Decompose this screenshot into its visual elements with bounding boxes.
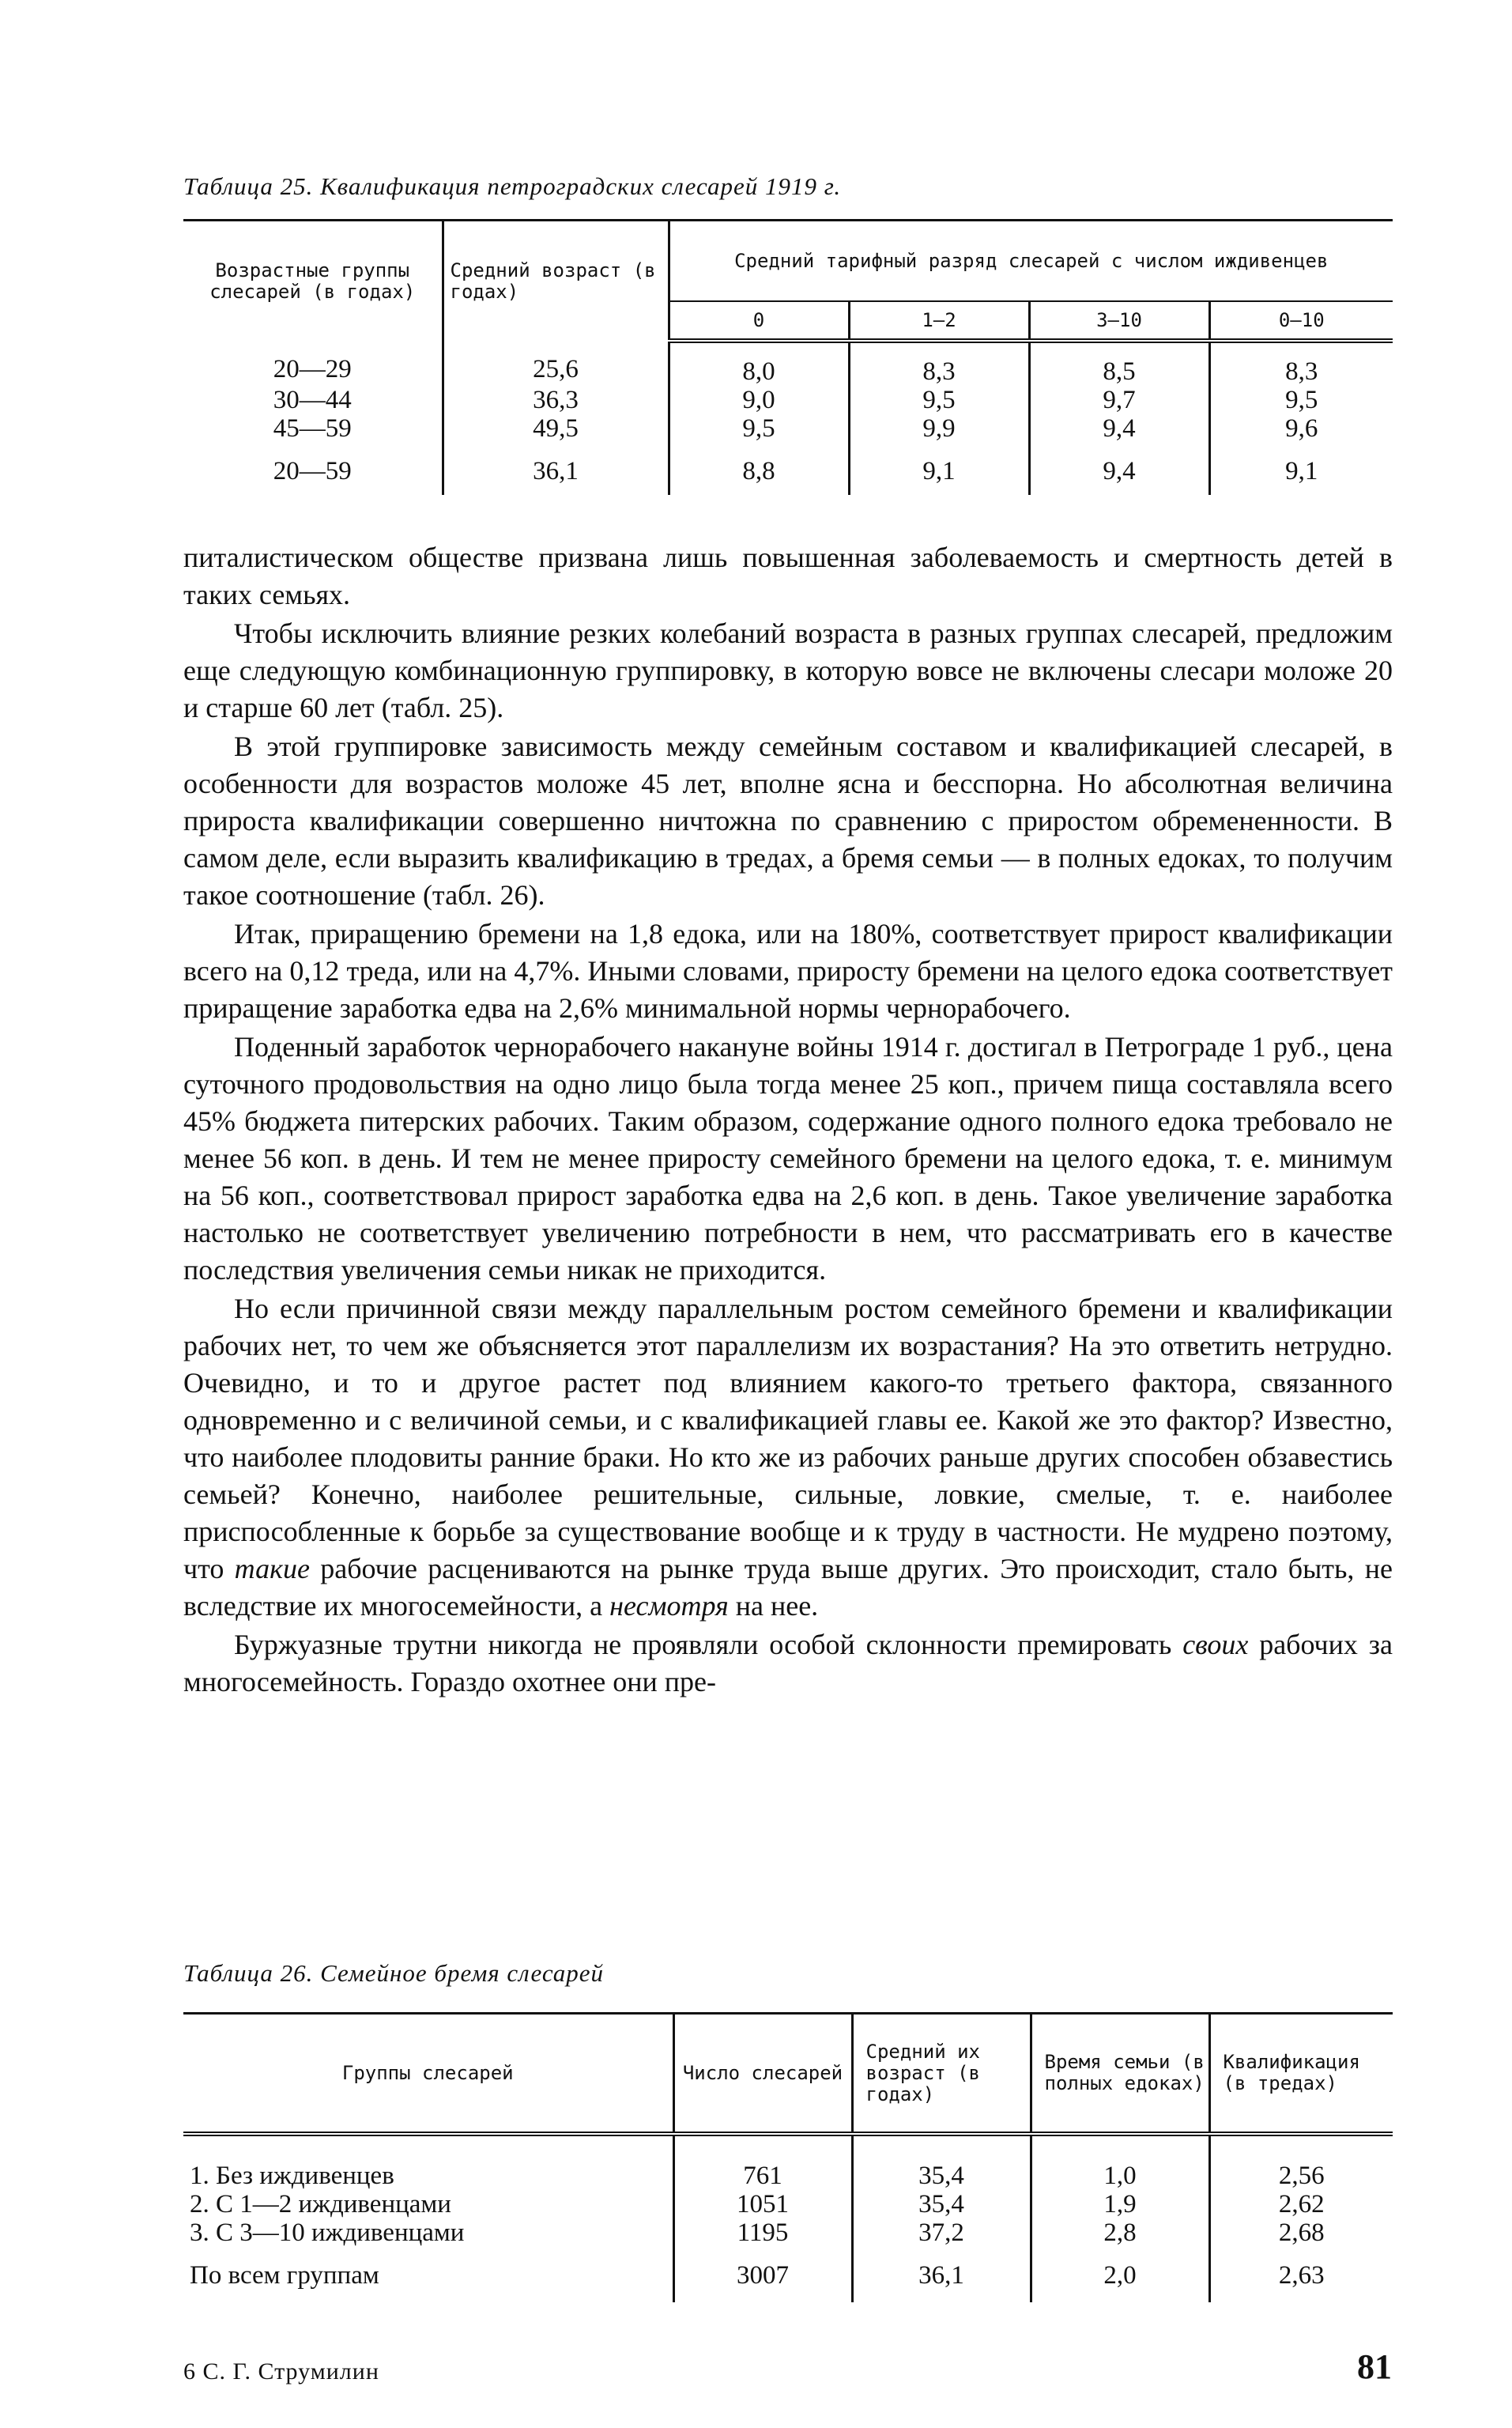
- grade-cell: 9,6: [1209, 414, 1393, 443]
- value-cell: 35,4: [852, 2190, 1031, 2218]
- age-group-cell: 30—44: [273, 386, 352, 414]
- count-header: Число слесарей: [673, 2014, 852, 2135]
- grade-cell: 9,5: [1209, 386, 1393, 414]
- dependents-0-10-header: 0—10: [1209, 301, 1393, 341]
- emphasis: такие: [234, 1553, 310, 1584]
- dependents-1-2-header: 1—2: [849, 301, 1029, 341]
- table-row: [183, 2190, 1393, 2218]
- value-cell: 2,56: [1209, 2134, 1393, 2190]
- table-row: [183, 414, 1393, 443]
- grade-cell: 9,5: [669, 414, 849, 443]
- value-cell: 2,8: [1031, 2218, 1209, 2247]
- avg-age-cell: 25,6: [443, 341, 669, 386]
- avg-age-header: Средний возраст (в годах): [443, 221, 669, 342]
- paragraph: [183, 1626, 1393, 1701]
- paragraph: Итак, приращению бремени на 1,8 едока, или на 180%, соответствует прирост квалификации всего на 0,12 треда, или на 4,7%. Иными словами, приросту бремени на целого едока соответствует приращение заработка едва на 2,6% минимальной нормы чернорабочего.: [183, 918, 1393, 1024]
- text-run: рабочих за многосемейность. Гораздо охотнее они пре-: [183, 1629, 1393, 1697]
- avg-age-header: Средний их возраст (в годах): [852, 2014, 1031, 2135]
- avg-age-cell: 49,5: [443, 414, 669, 443]
- group-label-cell: 1. Без иждивенцев: [190, 2162, 394, 2190]
- paragraph: В этой группировке зависимость между семейным составом и квалификацией слесарей, в особенности для возрастов моложе 45 лет, вполне ясна и бесспорна. Но абсолютная величина прироста квалификации совершенно ничтожна по сравнению с приростом обремененности. В самом деле, если выразить квалификацию в тредах, а бремя семьи — в полных едоках, то получим такое соотношение (табл. 26).: [183, 731, 1393, 911]
- grade-cell: 9,1: [849, 443, 1029, 495]
- text-run: на нее.: [728, 1590, 819, 1622]
- value-cell: 1051: [673, 2190, 852, 2218]
- grade-cell: 8,0: [669, 341, 849, 386]
- table26-caption: Таблица 26. Семейное бремя слесарей: [183, 1959, 605, 1987]
- group-label-cell: По всем группам: [190, 2261, 379, 2290]
- avg-grade-header: Средний тарифный разряд слесарей с числом иждивенцев: [669, 221, 1393, 302]
- avg-age-cell: 36,3: [443, 386, 669, 414]
- table-row: [183, 2247, 1393, 2302]
- grade-cell: 9,4: [1029, 414, 1209, 443]
- group-label-cell: 3. С 3—10 иждивенцами: [190, 2218, 465, 2247]
- value-cell: 2,62: [1209, 2190, 1393, 2218]
- table-row: [183, 443, 1393, 495]
- paragraph: питалистическом обществе призвана лишь повышенная заболеваемость и смертность детей в таких семьях.: [183, 542, 1393, 610]
- age-groups-header: Возрастные группы слесарей (в годах): [183, 221, 443, 342]
- grade-cell: 8,5: [1029, 341, 1209, 386]
- value-cell: 37,2: [852, 2218, 1031, 2247]
- age-group-cell: 45—59: [273, 414, 352, 443]
- grade-cell: 9,4: [1029, 443, 1209, 495]
- value-cell: 1,9: [1031, 2190, 1209, 2218]
- groups-header: Группы слесарей: [183, 2014, 673, 2135]
- table25: [183, 219, 1393, 495]
- grade-cell: 8,8: [669, 443, 849, 495]
- table25-caption: Таблица 25. Квалификация петроградских слесарей 1919 г.: [183, 172, 842, 200]
- value-cell: 761: [673, 2134, 852, 2190]
- page-number: 81: [1357, 2347, 1392, 2386]
- text-run: рабочие расцениваются на рынке труда выше других. Это происходит, стало быть, не вследствие их многосемейности, а: [183, 1553, 1393, 1622]
- value-cell: 1,0: [1031, 2134, 1209, 2190]
- grade-cell: 9,7: [1029, 386, 1209, 414]
- text-run: Буржуазные трутни никогда не проявляли особой склонности премировать: [234, 1629, 1183, 1660]
- grade-cell: 9,1: [1209, 443, 1393, 495]
- avg-age-cell: 36,1: [443, 443, 669, 495]
- emphasis: несмотря: [609, 1590, 729, 1622]
- table-row: [183, 386, 1393, 414]
- grade-cell: 9,5: [849, 386, 1029, 414]
- table-row: [183, 2218, 1393, 2247]
- value-cell: 1195: [673, 2218, 852, 2247]
- emphasis: своих: [1182, 1629, 1249, 1660]
- grade-cell: 9,0: [669, 386, 849, 414]
- family-burden-header: Время семьи (в полных едоках): [1031, 2014, 1209, 2135]
- qualification-header: Квалификация (в тредах): [1209, 2014, 1393, 2135]
- grade-cell: 8,3: [1209, 341, 1393, 386]
- footer-signature: 6 С. Г. Струмилин: [183, 2358, 379, 2385]
- value-cell: 36,1: [852, 2247, 1031, 2302]
- paragraph: Чтобы исключить влияние резких колебаний возраста в разных группах слесарей, предложим еще следующую комбинационную группировку, в которую вовсе не включены слесари моложе 20 и старше 60 лет (табл. 25).: [183, 617, 1393, 723]
- table26: [183, 2012, 1393, 2302]
- dependents-3-10-header: 3—10: [1029, 301, 1209, 341]
- value-cell: 3007: [673, 2247, 852, 2302]
- value-cell: 2,63: [1209, 2247, 1393, 2302]
- grade-cell: 9,9: [849, 414, 1029, 443]
- value-cell: 35,4: [852, 2134, 1031, 2190]
- paragraph: Поденный заработок чернорабочего накануне войны 1914 г. достигал в Петрограде 1 руб., цена суточного продовольствия на одно лицо была тогда менее 25 коп., причем пища составляла всего 45% бюджета питерских рабочих. Таким образом, содержание одного полного едока требовало не менее 56 коп. в день. И тем не менее приросту семейного бремени на целого едока, т. е. минимум на 56 коп., соответствовал прирост заработка едва на 2,6 коп. в день. Такое увеличение заработка настолько не соответствует увеличению потребности в нем, что рассматривать его в качестве последствия увеличения семьи никак не приходится.: [183, 1031, 1393, 1286]
- dependents-0-header: 0: [669, 301, 849, 341]
- group-label-cell: 2. С 1—2 иждивенцами: [190, 2190, 451, 2218]
- value-cell: 2,68: [1209, 2218, 1393, 2247]
- table-row: [183, 2134, 1393, 2190]
- table-row: [183, 341, 1393, 386]
- body-text: [183, 539, 1393, 1702]
- age-group-cell: 20—59: [273, 457, 352, 485]
- text-run: Но если причинной связи между параллельным ростом семейного бремени и квалификации рабочих нет, то чем же объясняется этот параллелизм их возрастания? На это ответить нетрудно. Очевидно, и то и другое растет под влиянием какого-то третьего фактора, связанного одновременно и с величиной семьи, и с квалификацией главы ее. Какой же это фактор? Известно, что наиболее плодовиты ранние браки. Но кто же из рабочих раньше других способен обзавестись семьей? Конечно, наиболее решительные, сильные, ловкие, смелые, т. е. наиболее приспособленные к борьбе за существование вообще и к труду в частности. Не мудрено поэтому, что: [183, 1293, 1393, 1584]
- paragraph: [183, 1290, 1393, 1625]
- age-group-cell: 20—29: [273, 355, 352, 383]
- value-cell: 2,0: [1031, 2247, 1209, 2302]
- grade-cell: 8,3: [849, 341, 1029, 386]
